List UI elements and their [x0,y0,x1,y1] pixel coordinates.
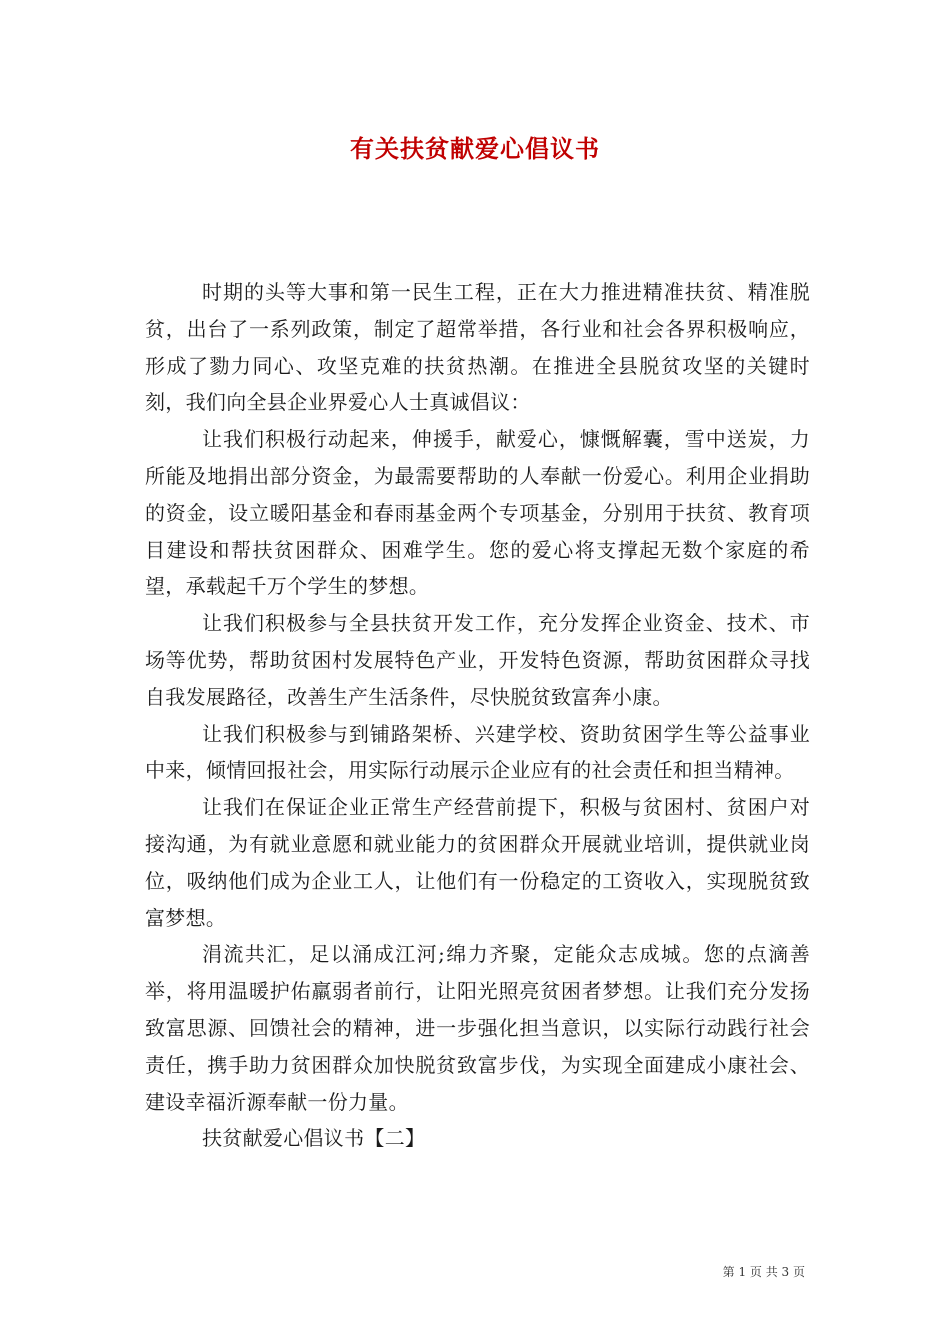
paragraph-2: 让我们积极行动起来，伸援手，献爱心，慷慨解囊，雪中送炭，力所能及地捐出部分资金，为最需要帮助的人奉献一份爱心。利用企业捐助的资金，设立暖阳基金和春雨基金两个专项基金，分别用于扶贫、教育项目建设和帮扶贫困群众、困难学生。您的爱心将支撑起无数个家庭的希望，承载起千万个学生的梦想。 [145,427,810,599]
paragraph-1: 时期的头等大事和第一民生工程，正在大力推进精准扶贫、精准脱贫，出台了一系列政策，制定了超常举措，各行业和社会各界积极响应，形成了勠力同心、攻坚克难的扶贫热潮。在推进全县脱贫攻坚的关键时刻，我们向全县企业界爱心人士真诚倡议： [145,280,810,415]
paragraph-6: 涓流共汇，足以涌成江河;绵力齐聚，定能众志成城。您的点滴善举，将用温暖护佑羸弱者前行，让阳光照亮贫困者梦想。让我们充分发扬致富思源、回馈社会的精神，进一步强化担当意识，以实际行动践行社会责任，携手助力贫困群众加快脱贫致富步伐，为实现全面建成小康社会、建设幸福沂源奉献一份力量。 [145,942,810,1114]
page-number-footer: 第 1 页 共 3 页 [722,1265,805,1279]
paragraph-4: 让我们积极参与到铺路架桥、兴建学校、资助贫困学生等公益事业中来，倾情回报社会，用实际行动展示企业应有的社会责任和担当精神。 [145,721,810,783]
document-body [145,274,810,1157]
document-title: 有关扶贫献爱心倡议书 [350,134,600,163]
paragraph-5: 让我们在保证企业正常生产经营前提下，积极与贫困村、贫困户对接沟通，为有就业意愿和就业能力的贫困群众开展就业培训，提供就业岗位，吸纳他们成为企业工人，让他们有一份稳定的工资收入，实现脱贫致富梦想。 [145,795,810,930]
section-heading-2: 扶贫献爱心倡议书【二】 [202,1126,426,1151]
paragraph-3: 让我们积极参与全县扶贫开发工作，充分发挥企业资金、技术、市场等优势，帮助贫困村发展特色产业，开发特色资源，帮助贫困群众寻找自我发展路径，改善生产生活条件，尽快脱贫致富奔小康。 [145,611,810,709]
